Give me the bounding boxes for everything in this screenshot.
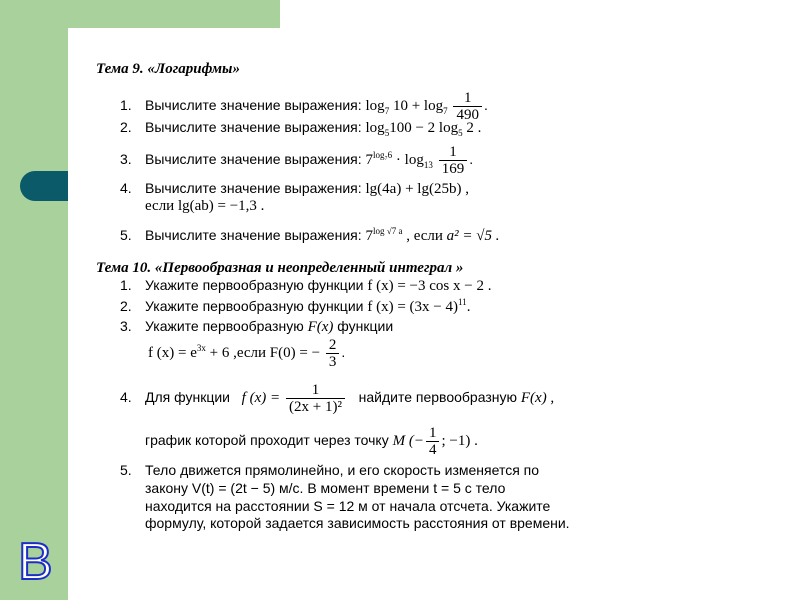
t9-item4: 4. Вычислите значение выражения: lg(4a) + lg(25b) , [120, 180, 469, 197]
t9-item4-line2: если lg(ab) = −1,3 . [145, 198, 265, 214]
t10-item5-line4: формулу, которой задается зависимость расстояния от времени. [145, 515, 570, 531]
t10-item3: 3. Укажите первообразную F(x) функции [120, 318, 394, 335]
t10-item1: 1. Укажите первообразную функции f (x) = −3 cos x − 2 . [120, 277, 492, 294]
topic10-title: Тема 10. «Первообразная и неопределенный интеграл » [96, 260, 464, 276]
t9-item1: 1. Вычислите значение выражения: $\log_7 10 + \log_7$ $\frac{1}{490}$ . [120, 90, 488, 123]
t10-item3-line2: f $(x) = e^{3x} + 6$ ,если F(0) = − $\frac{2}{3}$ . [148, 337, 346, 370]
t10-item4-line2: график которой проходит через точку M (− $\frac{1}{4}$ ; −1) . [145, 425, 478, 458]
t9-item3: 3. Вычислите значение выражения: $7^{log_76} \cdot \log_{13}$ $\frac{1}{169}$ . [120, 144, 474, 177]
t9-item2: 2. Вычислите значение выражения: $\log_5100 - 2$ $\log_5 2$ . [120, 119, 482, 138]
corner-letter: B [18, 533, 53, 591]
t10-item5: 5. Тело движется прямолинейно, и его скорость изменяется по [120, 462, 540, 478]
t10-item5-line3: находится на расстоянии S = 12 м от начала отсчета. Укажите [145, 498, 551, 514]
t10-item2: 2. Укажите первообразную функции f $(x) = (3x - 4)^{11}$. [120, 297, 471, 315]
t10-item5-line2: закону V(t) = (2t − 5) м/с. В момент времени t = 5 с тело [145, 480, 506, 496]
t9-item5: 5. Вычислите значение выражения: $7^{log √7 a}$ , если a² = √5 . [120, 226, 500, 244]
t10-item4: 4. Для функции f (x) = $\frac{1}{\text{(2x + 1)²}}$ найдите первообразную F(x) , [120, 382, 555, 415]
topic9-title: Тема 9. «Логарифмы» [96, 61, 240, 77]
